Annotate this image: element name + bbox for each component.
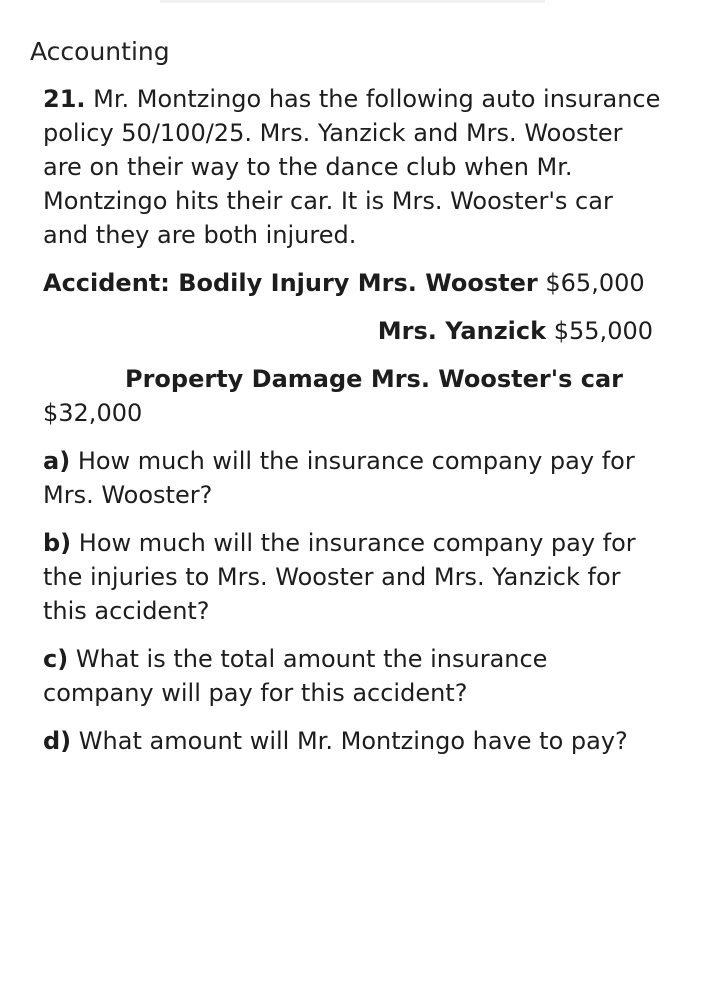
bodily-injury-wooster	[43, 266, 663, 300]
question-letter: b)	[43, 529, 72, 557]
question-d	[43, 724, 663, 758]
question-text: How much will the insurance company pay for Mrs. Wooster?	[43, 447, 635, 509]
problem-number: 21.	[43, 85, 86, 113]
yanzick-amount: $55,000	[553, 317, 653, 345]
question-letter: d)	[43, 727, 72, 755]
wooster-amount: $65,000	[545, 269, 645, 297]
problem-statement	[43, 82, 663, 252]
bodily-injury-yanzick	[43, 314, 663, 348]
question-text: How much will the insurance company pay for the injuries to Mrs. Wooster and Mrs. Yanzick for this accident?	[43, 529, 636, 625]
problem-text: Mr. Montzingo has the following auto insurance policy 50/100/25. Mrs. Yanzick and Mrs. Wooster are on their way to the dance club when Mr. Montzingo hits their car. It is Mrs. Wooster's car and they are both injured.	[43, 85, 661, 249]
bodily-injury-label: Accident: Bodily Injury Mrs. Wooster	[43, 269, 538, 297]
subject-title: Accounting	[30, 37, 170, 66]
question-c	[43, 642, 663, 710]
question-a	[43, 444, 663, 512]
property-damage-label-line	[43, 362, 663, 396]
question-b	[43, 526, 663, 628]
problem-content	[43, 82, 663, 772]
yanzick-label: Mrs. Yanzick	[377, 317, 547, 345]
question-text: What amount will Mr. Montzingo have to pay?	[78, 727, 628, 755]
top-divider	[160, 0, 545, 3]
question-letter: a)	[43, 447, 71, 475]
question-text: What is the total amount the insurance company will pay for this accident?	[43, 645, 548, 707]
property-damage-amount: $32,000	[43, 399, 143, 427]
property-damage-label: Property Damage Mrs. Wooster's car	[125, 365, 623, 393]
question-letter: c)	[43, 645, 69, 673]
